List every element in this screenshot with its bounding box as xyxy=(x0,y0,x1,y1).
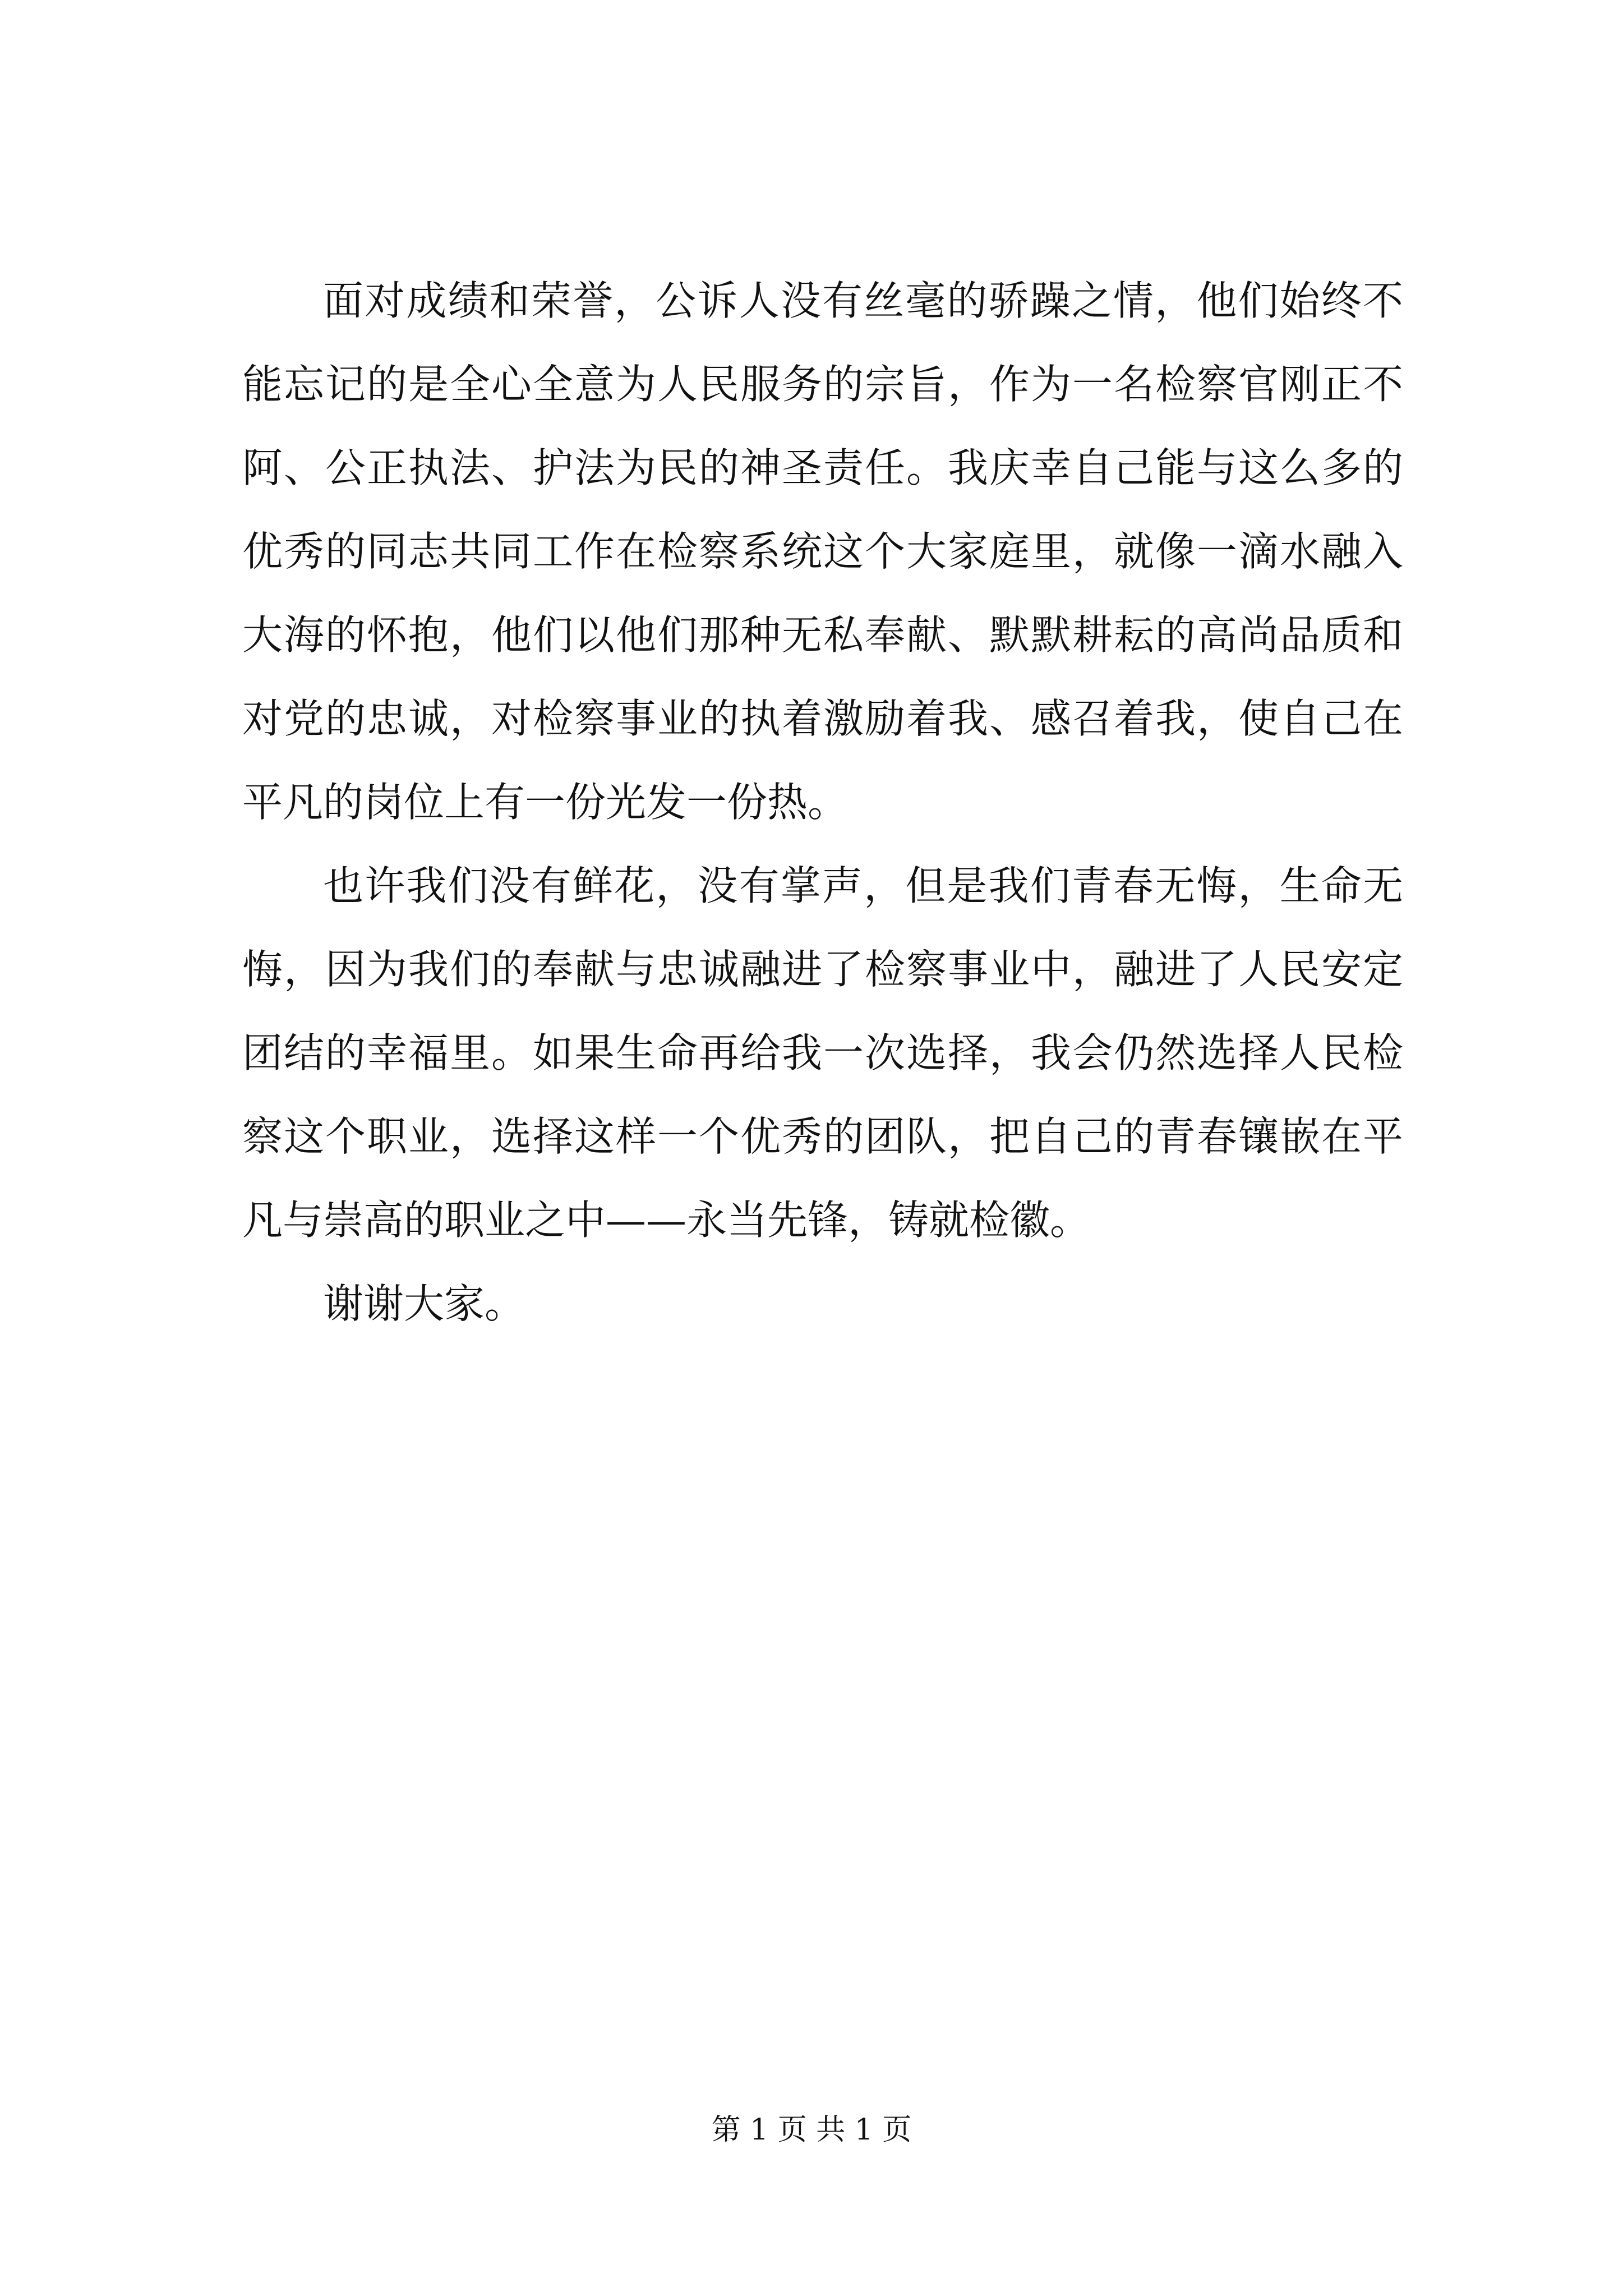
text-line: 优秀的同志共同工作在检察系统这个大家庭里，就像一滴水融入 xyxy=(242,528,1403,575)
text-line: 面对成绩和荣誉，公诉人没有丝毫的骄躁之情，他们始终不 xyxy=(323,277,1403,324)
text-line: 对党的忠诚，对检察事业的执着激励着我、感召着我，使自己在 xyxy=(242,695,1403,742)
text-line: 大海的怀抱，他们以他们那种无私奉献、默默耕耘的高尚品质和 xyxy=(242,611,1403,659)
paragraph-2 xyxy=(242,844,1403,1262)
document-body xyxy=(242,259,1403,1346)
text-line: 阿、公正执法、护法为民的神圣责任。我庆幸自己能与这么多的 xyxy=(242,444,1403,491)
text-line: 团结的幸福里。如果生命再给我一次选择，我会仍然选择人民检 xyxy=(242,1029,1403,1076)
paragraph-1 xyxy=(242,259,1403,844)
text-line: 悔，因为我们的奉献与忠诚融进了检察事业中，融进了人民安定 xyxy=(242,946,1403,993)
text-line: 凡与崇高的职业之中——永当先锋，铸就检徽。 xyxy=(242,1197,1091,1244)
page-footer: 第 1 页 共 1 页 xyxy=(711,2113,912,2147)
text-line: 平凡的岗位上有一份光发一份热。 xyxy=(242,779,849,826)
text-line: 察这个职业，选择这样一个优秀的团队，把自己的青春镶嵌在平 xyxy=(242,1113,1403,1160)
text-line: 也许我们没有鲜花，没有掌声，但是我们青春无悔，生命无 xyxy=(323,862,1403,909)
text-line: 能忘记的是全心全意为人民服务的宗旨，作为一名检察官刚正不 xyxy=(242,361,1403,408)
text-line: 谢谢大家。 xyxy=(323,1280,525,1327)
paragraph-3 xyxy=(242,1262,1403,1346)
